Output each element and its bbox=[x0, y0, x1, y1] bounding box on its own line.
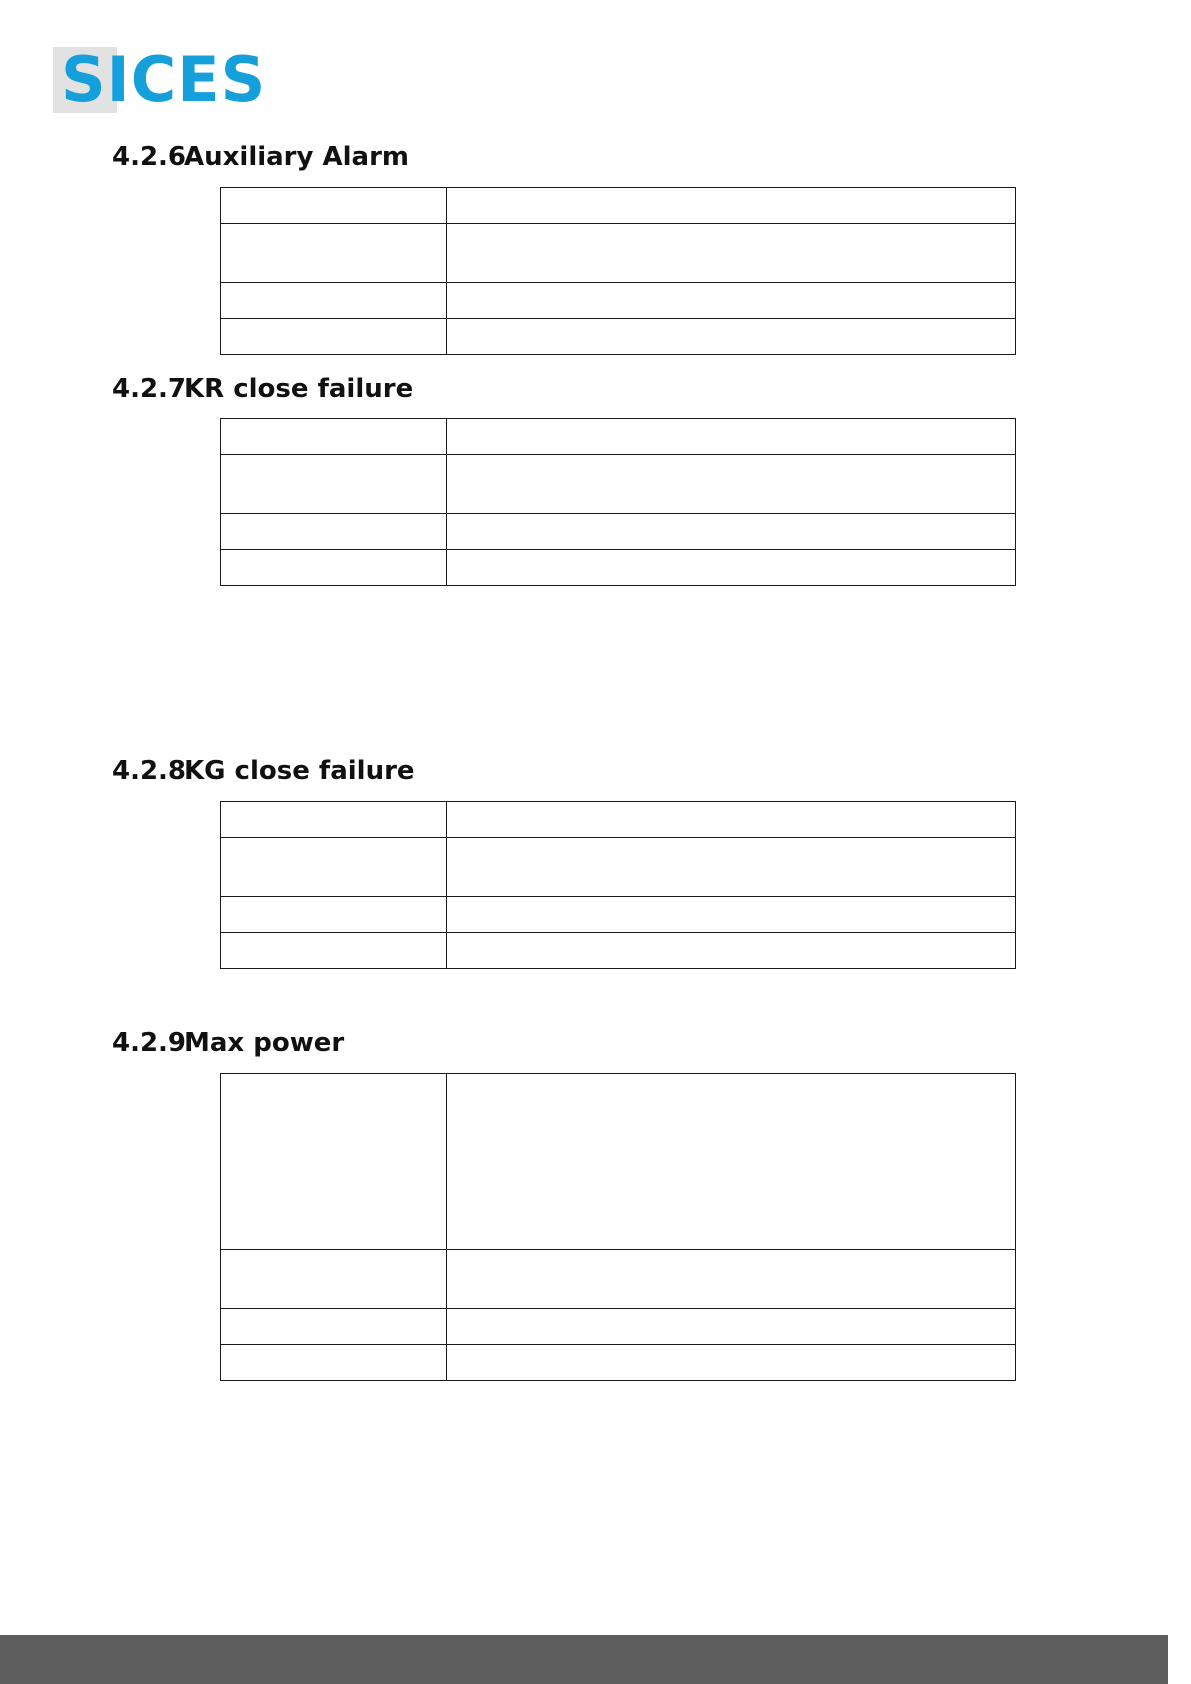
section-title: Auxiliary Alarm bbox=[184, 142, 409, 172]
table-cell bbox=[447, 1345, 1016, 1381]
table-cell bbox=[447, 514, 1016, 550]
table-row bbox=[221, 224, 1016, 283]
table-cell bbox=[221, 283, 447, 319]
table-row bbox=[221, 455, 1016, 514]
section-title: KG close failure bbox=[184, 756, 415, 786]
max-power-table bbox=[220, 1073, 1016, 1381]
section-title: Max power bbox=[184, 1028, 345, 1058]
table-cell bbox=[221, 838, 447, 897]
table-row bbox=[221, 319, 1016, 355]
table-cell bbox=[221, 419, 447, 455]
section-title: KR close failure bbox=[184, 374, 414, 404]
section-heading-4-2-8 bbox=[112, 756, 415, 786]
table-row bbox=[221, 419, 1016, 455]
table-row bbox=[221, 188, 1016, 224]
footer-bar bbox=[0, 1635, 1168, 1684]
table-row bbox=[221, 838, 1016, 897]
table-cell bbox=[221, 1309, 447, 1345]
section-heading-4-2-9 bbox=[112, 1028, 344, 1058]
table-cell bbox=[447, 550, 1016, 586]
table-cell bbox=[447, 319, 1016, 355]
table-row bbox=[221, 283, 1016, 319]
table-row bbox=[221, 897, 1016, 933]
table-row bbox=[221, 550, 1016, 586]
table-row bbox=[221, 802, 1016, 838]
table-cell bbox=[447, 1309, 1016, 1345]
table-cell bbox=[221, 319, 447, 355]
table-cell bbox=[221, 455, 447, 514]
table-cell bbox=[447, 224, 1016, 283]
table-row bbox=[221, 514, 1016, 550]
kg-close-failure-table bbox=[220, 801, 1016, 969]
table-cell bbox=[221, 514, 447, 550]
table-cell bbox=[221, 933, 447, 969]
logo-text: SICES bbox=[61, 43, 267, 116]
table-cell bbox=[447, 933, 1016, 969]
section-number: 4.2.6 bbox=[112, 142, 187, 172]
table-row bbox=[221, 1250, 1016, 1309]
sices-logo bbox=[53, 43, 283, 116]
table-row bbox=[221, 1309, 1016, 1345]
table-cell bbox=[221, 188, 447, 224]
table-cell bbox=[221, 1074, 447, 1250]
section-number: 4.2.8 bbox=[112, 756, 187, 786]
section-number: 4.2.9 bbox=[112, 1028, 187, 1058]
table-cell bbox=[221, 897, 447, 933]
table-cell bbox=[221, 1250, 447, 1309]
table-row bbox=[221, 1074, 1016, 1250]
section-heading-4-2-6 bbox=[112, 142, 409, 172]
table-cell bbox=[447, 802, 1016, 838]
table-cell bbox=[447, 1250, 1016, 1309]
table-cell bbox=[221, 224, 447, 283]
table-cell bbox=[447, 283, 1016, 319]
table-cell bbox=[447, 188, 1016, 224]
kr-close-failure-table bbox=[220, 418, 1016, 586]
auxiliary-alarm-table bbox=[220, 187, 1016, 355]
section-number: 4.2.7 bbox=[112, 374, 187, 404]
table-cell bbox=[447, 1074, 1016, 1250]
table-cell bbox=[221, 1345, 447, 1381]
table-cell bbox=[447, 455, 1016, 514]
section-heading-4-2-7 bbox=[112, 374, 413, 404]
table-cell bbox=[447, 838, 1016, 897]
table-row bbox=[221, 933, 1016, 969]
table-cell bbox=[221, 550, 447, 586]
table-cell bbox=[447, 897, 1016, 933]
table-cell bbox=[221, 802, 447, 838]
table-cell bbox=[447, 419, 1016, 455]
table-row bbox=[221, 1345, 1016, 1381]
